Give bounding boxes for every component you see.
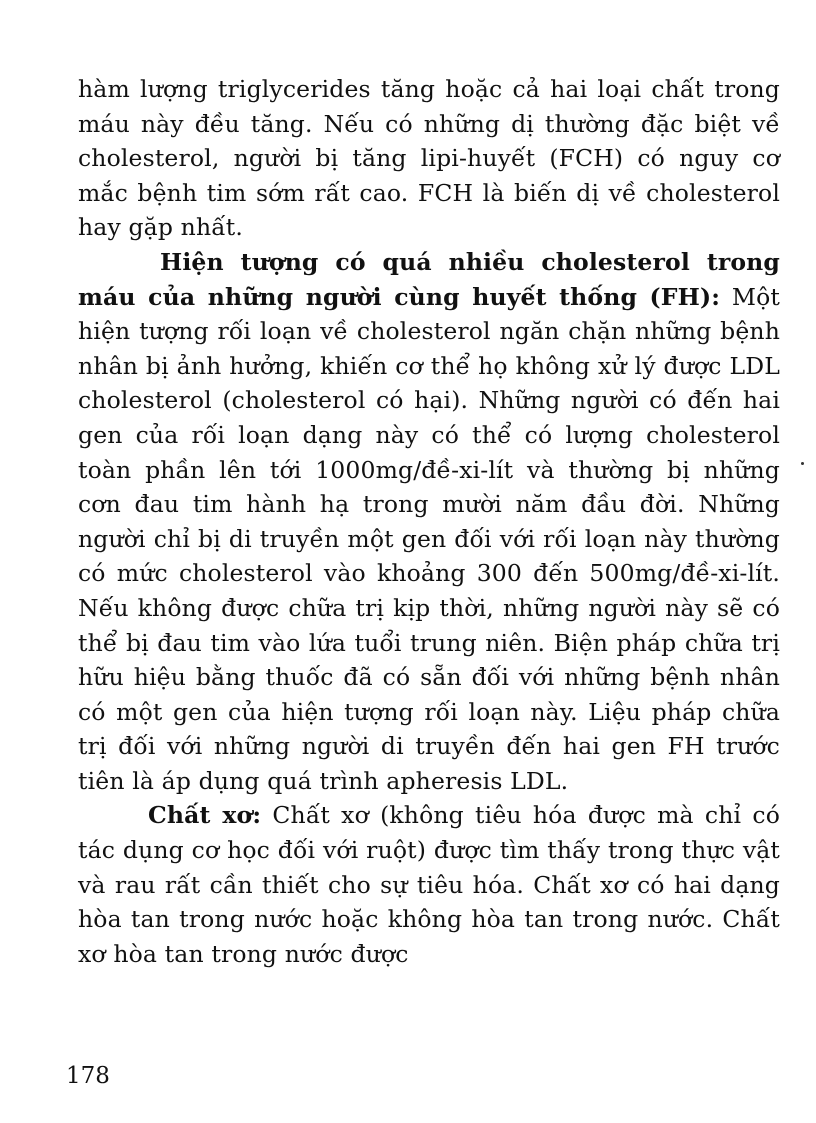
paragraph-fch-text: hàm lượng triglycerides tăng hoặc cả hai loại chất trong máu này đều tăng. Nếu có những dị thường đặc biệt về cholesterol, người bị tăng lipi-huyết (FCH) có nguy cơ mắc bệnh tim sớm rất cao. FCH là biến dị về cholesterol hay gặp nhất. [78,75,780,242]
page-number: 178 [66,1063,110,1089]
paragraph-fh [78,245,780,799]
page-body [78,72,780,971]
scan-speck [801,462,804,465]
paragraph-fiber [78,798,780,971]
paragraph-fiber-text: Chất xơ (không tiêu hóa được mà chỉ có tác dụng cơ học đối với ruột) được tìm thấy trong thực vật và rau rất cần thiết cho sự tiêu hóa. Chất xơ có hai dạng hòa tan trong nước hoặc không hòa tan trong nước. Chất xơ hòa tan trong nước được [78,801,780,968]
paragraph-fiber-heading: Chất xơ: [148,801,262,830]
paragraph-fh-text: Một hiện tượng rối loạn về cholesterol ngăn chặn những bệnh nhân bị ảnh hưởng, khiến cơ thể họ không xử lý được LDL cholesterol (cholesterol có hại). Những người có đến hai gen của rối loạn dạng này có thể có lượng cholesterol toàn phần lên tới 1000mg/đề-xi-lít và thường bị những cơn đau tim hành hạ trong mười năm đầu đời. Những người chỉ bị di truyền một gen đối với rối loạn này thường có mức cholesterol vào khoảng 300 đến 500mg/đề-xi-lít. Nếu không được chữa trị kịp thời, những người này sẽ có thể bị đau tim vào lứa tuổi trung niên. Biện pháp chữa trị hữu hiệu bằng thuốc đã có sẵn đối với những bệnh nhân có một gen của hiện tượng rối loạn này. Liệu pháp chữa trị đối với những người di truyền đến hai gen FH trước tiên là áp dụng quá trình apheresis LDL. [78,282,780,795]
paragraph-fch [78,72,780,245]
paragraph-fh-heading: Hiện tượng có quá nhiều cholesterol trong máu của những người cùng huyết thống (FH): [78,247,780,311]
